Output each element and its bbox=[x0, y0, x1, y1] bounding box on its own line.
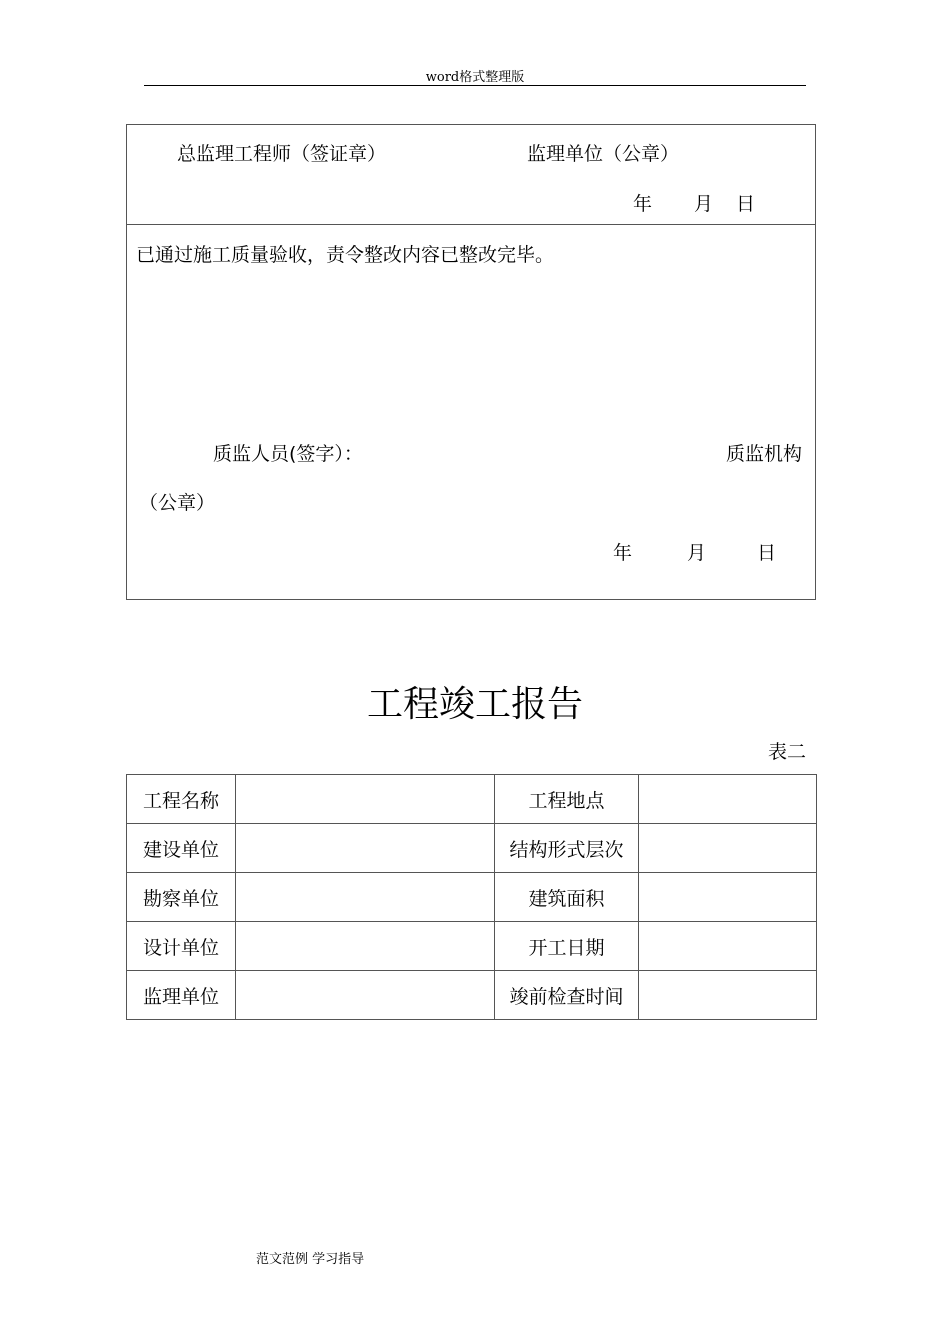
chief-engineer-label: 总监理工程师（签证章） bbox=[177, 143, 387, 165]
table-row bbox=[127, 824, 817, 873]
header-divider bbox=[144, 85, 806, 86]
start-date-label: 开工日期 bbox=[495, 922, 639, 971]
date-year: 年 bbox=[633, 193, 653, 215]
report-title: 工程竣工报告 bbox=[366, 684, 583, 725]
signature-box bbox=[126, 124, 816, 225]
project-name-value[interactable] bbox=[236, 775, 495, 824]
inspection-statement: 已通过施工质量验收，责令整改内容已整改完毕。 bbox=[136, 244, 555, 266]
project-info-table bbox=[126, 774, 817, 1020]
page-header: word格式整理版 bbox=[425, 70, 525, 85]
inspection-box bbox=[126, 224, 816, 600]
date-month: 月 bbox=[687, 542, 707, 564]
agency-label: 质监机构 bbox=[726, 443, 803, 465]
table-number: 表二 bbox=[768, 741, 807, 763]
building-area-label: 建筑面积 bbox=[495, 873, 639, 922]
seal-label: （公章） bbox=[139, 492, 216, 514]
survey-unit-value[interactable] bbox=[236, 873, 495, 922]
supervision-unit-row-value[interactable] bbox=[236, 971, 495, 1020]
date-month: 月 bbox=[694, 193, 714, 215]
date-year: 年 bbox=[613, 542, 633, 564]
structure-type-value[interactable] bbox=[639, 824, 817, 873]
project-location-value[interactable] bbox=[639, 775, 817, 824]
supervision-unit-label: 监理单位（公章） bbox=[527, 143, 680, 165]
inspector-label: 质监人员(签字）： bbox=[213, 443, 363, 465]
table-row bbox=[127, 971, 817, 1020]
project-location-label: 工程地点 bbox=[495, 775, 639, 824]
pre-completion-check-value[interactable] bbox=[639, 971, 817, 1020]
survey-unit-label: 勘察单位 bbox=[127, 873, 236, 922]
structure-type-label: 结构形式层次 bbox=[495, 824, 639, 873]
table-row bbox=[127, 873, 817, 922]
table-row bbox=[127, 775, 817, 824]
table-row bbox=[127, 922, 817, 971]
date-day: 日 bbox=[736, 193, 756, 215]
design-unit-value[interactable] bbox=[236, 922, 495, 971]
building-area-value[interactable] bbox=[639, 873, 817, 922]
start-date-value[interactable] bbox=[639, 922, 817, 971]
page-footer: 范文范例 学习指导 bbox=[256, 1252, 365, 1267]
date-day: 日 bbox=[757, 542, 777, 564]
construction-unit-label: 建设单位 bbox=[127, 824, 236, 873]
design-unit-label: 设计单位 bbox=[127, 922, 236, 971]
project-name-label: 工程名称 bbox=[127, 775, 236, 824]
pre-completion-check-label: 竣前检查时间 bbox=[495, 971, 639, 1020]
supervision-unit-row-label: 监理单位 bbox=[127, 971, 236, 1020]
construction-unit-value[interactable] bbox=[236, 824, 495, 873]
